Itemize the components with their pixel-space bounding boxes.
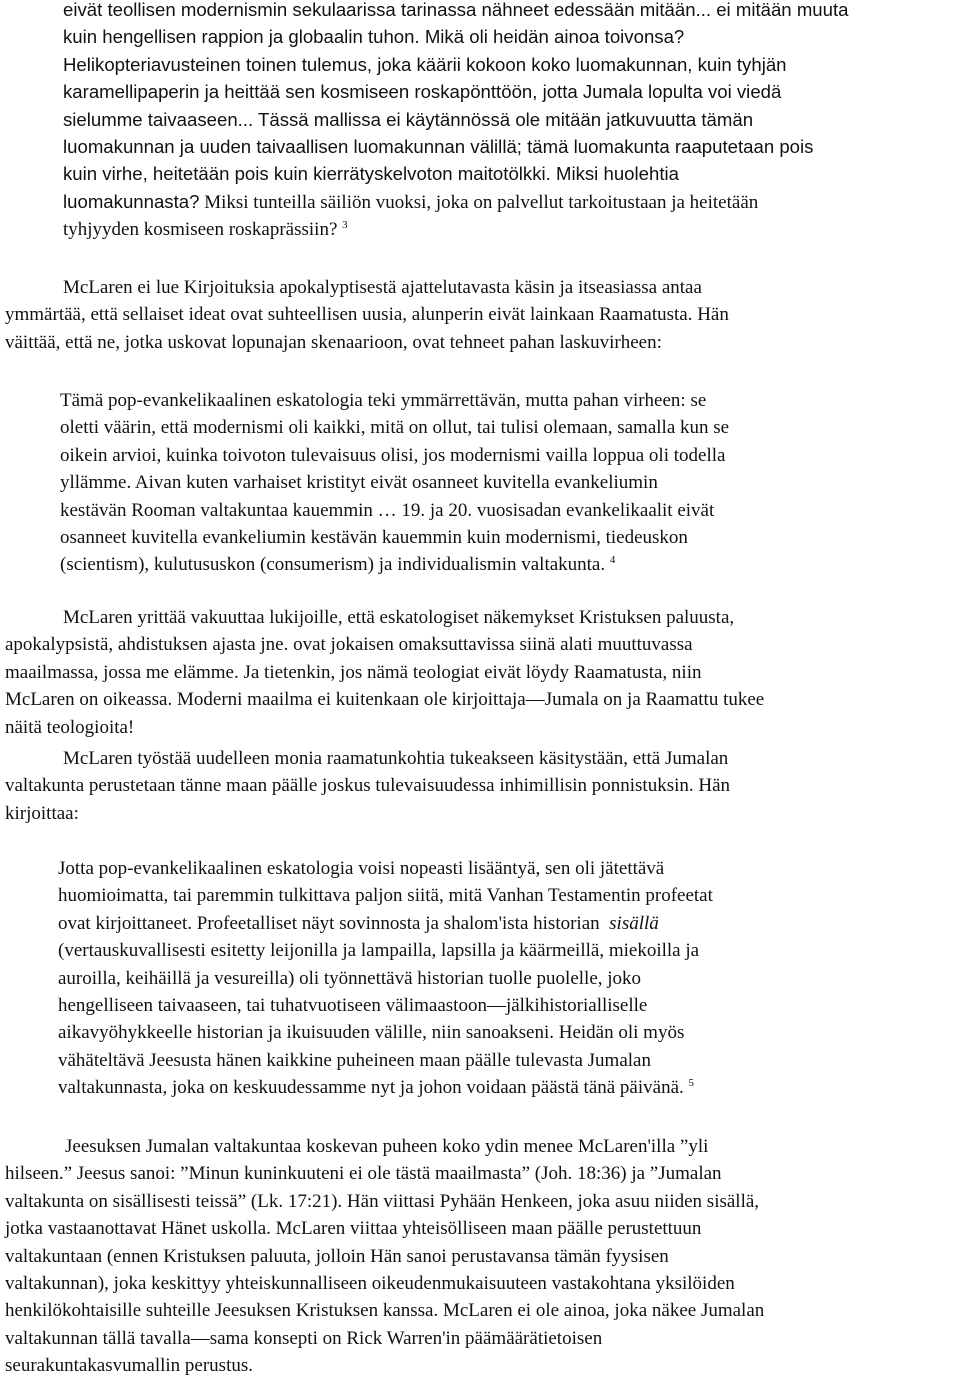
text-line — [58, 1074, 713, 1101]
text-line — [63, 216, 849, 243]
text-line: jotka vastaanottavat Hänet uskolla. McLaren viittaa yhteisölliseen maan päälle perustettuun — [5, 1218, 702, 1240]
paragraph-4 — [5, 1133, 764, 1380]
text-line: kuin virhe, heitetään pois kuin kierrätyskelvoton maitotölkki. Miksi huolehtia — [63, 163, 679, 185]
text-line — [58, 910, 713, 937]
text-line: Jotta pop-evankelikaalinen eskatologia voisi nopeasti lisääntyä, sen oli jätettävä — [58, 858, 665, 879]
text-line: eivät teollisen modernismin sekulaarissa tarinassa nähneet edessään mitään... ei mitään muuta — [63, 0, 849, 20]
block-quote-3 — [58, 855, 713, 1102]
block-quote-2 — [60, 387, 729, 579]
text-line: McLaren on oikeassa. Moderni maailma ei kuitenkaan ole kirjoittaja—Jumala on ja Raamattu tukee — [5, 689, 765, 711]
text-line: McLaren yrittää vakuuttaa lukijoille, että eskatologiset näkemykset Kristuksen paluusta, — [63, 607, 735, 628]
text-line: Helikopteriavusteinen toinen tulemus, joka käärii kokoon koko luomakunnan, kuin tyhjän — [63, 53, 787, 75]
text-line: näitä teologioita! — [5, 716, 135, 738]
text-line: sielumme taivaaseen... Tässä mallissa ei käytännössä ole mitään jatkuvuutta tämän — [63, 108, 754, 130]
text-line: Tämä pop-evankelikaalinen eskatologia teki ymmärrettävän, mutta pahan virheen: se — [60, 390, 707, 411]
text-fragment: luomakunnasta? — [63, 190, 200, 212]
text-line: yllämme. Aivan kuten varhaiset kristityt eivät osanneet kuvitella evankeliumin — [60, 472, 658, 494]
text-fragment: (scientism), kulutususkon (consumerism) ja individualismin valtakunta. — [60, 554, 606, 576]
text-line: valtakunnan), joka keskittyy yhteiskunnalliseen oikeudenmukaisuuteen vastakohtana yksilöiden — [5, 1273, 735, 1295]
text-line: hengelliseen taivaaseen, tai tuhatvuotiseen välimaastoon—jälkihistorialliselle — [58, 995, 648, 1017]
paragraph-3 — [5, 745, 730, 827]
text-line: karamellipaperin ja heittää sen kosmiseen roskapönttöön, jotta Jumala lopulta voi viedä — [63, 81, 782, 103]
block-quote-1 — [63, 0, 849, 244]
text-line: valtakunta on sisällisesti teissä” (Lk. 17:21). Hän viittasi Pyhään Henkeen, joka asuu niiden sisällä, — [5, 1190, 760, 1212]
text-line: luomakunnan ja uuden taivaallisen luomakunnan välillä; tämä luomakunta raaputetaan pois — [63, 136, 814, 158]
text-line: Jeesuksen Jumalan valtakuntaa koskevan puheen koko ydin menee McLaren'illa ”yli — [65, 1136, 709, 1157]
text-line: apokalypsistä, ahdistuksen ajasta jne. ovat jokaisen omaksuttavissa siinä alati muuttuvassa — [5, 634, 693, 656]
text-line: kirjoittaa: — [5, 802, 79, 824]
text-fragment: tyhjyyden kosmiseen roskaprässiin? — [63, 219, 338, 241]
paragraph-1 — [5, 274, 729, 356]
paragraph-2 — [5, 604, 764, 741]
text-line: valtakunta perustetaan tänne maan päälle joskus tulevaisuudessa inhimillisin ponnistuksin. Hän — [5, 775, 731, 797]
text-line: auroilla, keihäillä ja vesureilla) oli työnnettävä historian tuolle puolelle, joko — [58, 967, 642, 989]
footnote-ref[interactable]: 3 — [342, 219, 348, 232]
text-line: seurakuntakasvumallin perustus. — [5, 1355, 254, 1377]
text-fragment: Miksi tunteilla säiliön vuoksi, joka on palvellut tarkoitustaan ja heitetään — [199, 191, 759, 213]
text-fragment: valtakunnasta, joka on keskuudessamme nyt ja johon voidaan päästä tänä päivänä. — [58, 1077, 684, 1099]
text-line: kuin hengellisen rappion ja globaalin tuhon. Mikä oli heidän ainoa toivonsa? — [63, 26, 685, 48]
footnote-ref[interactable]: 5 — [688, 1077, 695, 1090]
text-line: maailmassa, jossa me elämme. Ja tietenkin, jos nämä teologiat eivät löydy Raamatusta, niin — [5, 661, 702, 683]
text-line: hilseen.” Jeesus sanoi: ”Minun kuninkuuteni ei ole tästä maailmasta” (Joh. 18:36) ja ”Jumalan — [5, 1163, 722, 1185]
text-line: huomioimatta, tai paremmin tulkittava paljon siitä, mitä Vanhan Testamentin profeetat — [58, 885, 713, 907]
text-line: McLaren ei lue Kirjoituksia apokalyptisestä ajattelutavasta käsin ja itseasiassa antaa — [63, 277, 702, 298]
text-line: valtakuntaan (ennen Kristuksen paluuta, jolloin Hän sanoi perustavansa tämän fyysisen — [5, 1245, 669, 1267]
text-line: henkilökohtaisille suhteille Jeesuksen Kristuksen kanssa. McLaren ei ole ainoa, joka näkee Jumalan — [5, 1300, 765, 1322]
text-line: McLaren työstää uudelleen monia raamatunkohtia tukeakseen käsitystään, että Jumalan — [63, 748, 729, 769]
text-line: osanneet kuvitella evankeliumin kestävän kauemmin kuin modernismi, tiedeuskon — [60, 527, 688, 549]
text-line: kestävän Rooman valtakuntaa kauemmin … 19. ja 20. vuosisadan evankelikaalit eivät — [60, 499, 715, 521]
text-line: aikavyöhykkeelle historian ja ikuisuuden välille, niin sanoakseni. Heidän oli myös — [58, 1022, 685, 1044]
text-line: vähäteltävä Jeesusta hänen kaikkine puheineen maan päälle tulevasta Jumalan — [58, 1049, 651, 1071]
text-line: oletti väärin, että modernismi oli kaikki, mitä on ollut, tai tulisi olemaan, samalla kun se — [60, 417, 730, 439]
emphasis-text: sisällä — [609, 912, 659, 934]
text-line — [60, 551, 729, 578]
text-line — [63, 188, 849, 216]
text-line: valtakunnan tällä tavalla—sama konsepti on Rick Warren'in päämäärätietoisen — [5, 1327, 603, 1349]
text-line: väittää, että ne, jotka uskovat lopunajan skenaarioon, ovat tehneet pahan laskuvirheen: — [5, 331, 662, 353]
text-line: oikein arvioi, kuinka toivoton tulevaisuus olisi, jos modernismi vailla loppua oli todella — [60, 444, 726, 466]
text-line: ymmärtää, että sellaiset ideat ovat suhteellisen uusia, alunperin eivät lainkaan Raamatusta. Hän — [5, 304, 729, 326]
text-fragment: ovat kirjoittaneet. Profeetalliset näyt sovinnosta ja shalom'ista historian — [58, 912, 600, 934]
footnote-ref[interactable]: 4 — [609, 554, 616, 567]
text-line: (vertauskuvallisesti esitetty leijonilla ja lampailla, lapsilla ja käärmeillä, miekoilla ja — [58, 940, 700, 962]
